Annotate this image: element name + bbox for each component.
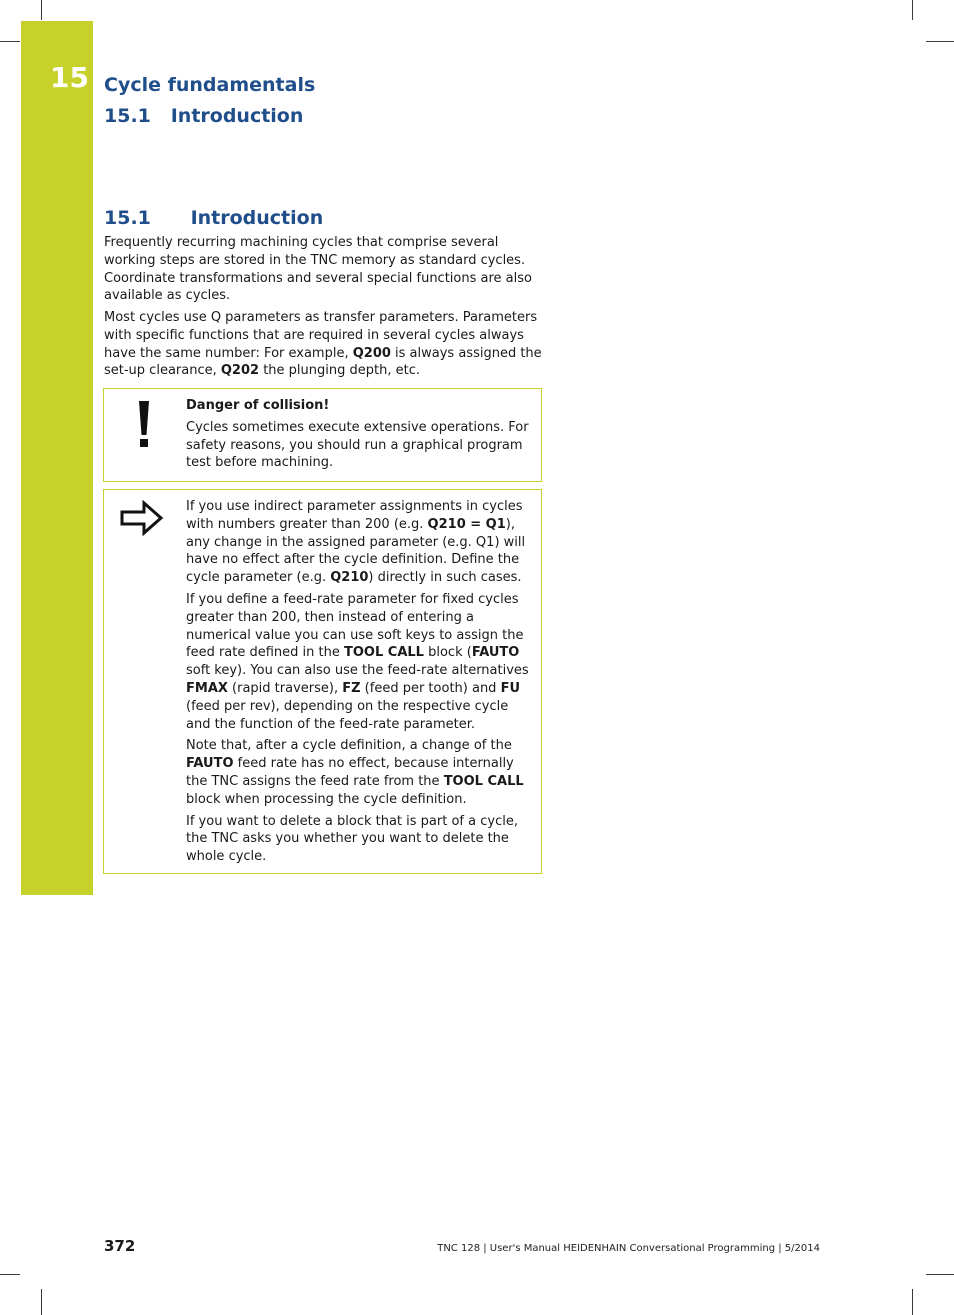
bold-term: TOOL CALL	[443, 773, 524, 789]
bold-term: FAUTO	[471, 645, 520, 661]
bold-term: Q210	[330, 570, 369, 586]
footer-text: TNC 128 | User's Manual HEIDENHAIN Conversational Programming | 5/2014	[437, 1243, 820, 1254]
crop-mark	[926, 41, 954, 42]
body-paragraph: Most cycles use Q parameters as transfer parameters. Parameters with specific functions that are required in several cycles always have the same number: For example, Q200 is always assigned the set-up clearance, Q202 the plunging depth, etc.	[104, 310, 542, 379]
warning-title: Danger of collision!	[186, 398, 330, 413]
crop-mark	[912, 0, 913, 20]
hint-note-box	[103, 489, 542, 874]
bold-term: Q202	[220, 363, 260, 379]
arrow-right-outline-icon	[120, 500, 164, 536]
warning-text: Cycles sometimes execute extensive operations. For safety reasons, you should run a graphical program test before machining.	[186, 419, 529, 471]
body-paragraph: Frequently recurring machining cycles that comprise several working steps are stored in the TNC memory as standard cycles. Coordinate transformations and several special functions are also available as cycles.	[104, 235, 532, 304]
crop-mark	[41, 1289, 42, 1315]
crop-mark	[41, 0, 42, 20]
crop-mark	[0, 41, 20, 42]
hint-paragraph: If you use indirect parameter assignments in cycles with numbers greater than 200 (e.g. Q210 = Q1), any change in the assigned parameter (e.g. Q1) will have no effect after the cycle definition. Define the cycle parameter (e.g. Q210) directly in such cases.	[186, 499, 526, 586]
hint-paragraph: If you want to delete a block that is part of a cycle, the TNC asks you whether you want to delete the whole cycle.	[186, 813, 518, 865]
chapter-number: 15	[50, 61, 89, 94]
running-header-section: 15.1 Introduction	[104, 105, 304, 127]
bold-term: FZ	[342, 680, 361, 696]
running-header-chapter: Cycle fundamentals	[104, 74, 316, 96]
bold-term: FU	[500, 680, 521, 696]
bold-term: TOOL CALL	[344, 645, 424, 661]
hint-paragraph: Note that, after a cycle definition, a change of the FAUTO feed rate has no effect, because internally the TNC assigns the feed rate from the TOOL CALL block when processing the cycle definition.	[186, 738, 524, 807]
page-number: 372	[104, 1237, 136, 1255]
bold-term: FAUTO	[186, 756, 234, 772]
crop-mark	[0, 1274, 20, 1275]
bold-term: FMAX	[186, 680, 228, 696]
bold-term: Q210 = Q1	[427, 516, 506, 532]
hint-paragraph: If you define a feed-rate parameter for fixed cycles greater than 200, then instead of entering a numerical value you can use soft keys to assign the feed rate defined in the TOOL CALL block (FAUTO soft key). You can also use the feed-rate alternatives FMAX (rapid traverse), FZ (feed per tooth) and FU (feed per rev), depending on the respective cycle and the function of the feed-rate parameter.	[186, 591, 529, 732]
warning-note-box	[103, 388, 542, 482]
exclamation-icon	[120, 401, 168, 449]
section-heading: 15.1 Introduction	[104, 207, 324, 229]
crop-mark	[926, 1274, 954, 1275]
chapter-side-bar	[21, 21, 93, 895]
crop-mark	[912, 1289, 913, 1315]
bold-term: Q200	[352, 345, 391, 361]
